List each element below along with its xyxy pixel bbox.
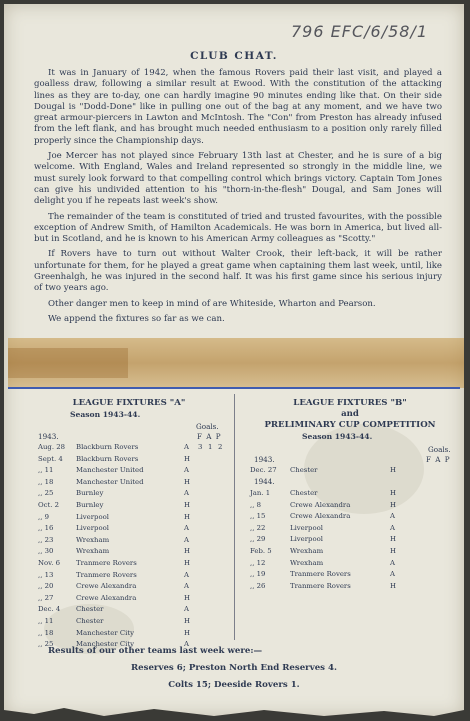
fixture-opponent: Chester xyxy=(76,605,104,614)
fixture-venue: H xyxy=(184,547,191,556)
fixture-opponent: Tranmere Rovers xyxy=(290,570,351,579)
blue-rule xyxy=(8,387,460,389)
fixture-venue: A xyxy=(184,489,189,498)
fixture-opponent: Crewe Alexandra xyxy=(76,593,137,602)
fixture-date: ,, 25 xyxy=(38,640,54,649)
fixture-venue: A xyxy=(390,558,395,567)
paragraph: The remainder of the team is constituted of tried and trusted favourites, with the possible exception of Andrew Smith, of Hamilton Academicals. He was born in America, but lived all-but in Scotland, and he is known to his American Army colleagues as "Scotty." xyxy=(34,211,442,245)
fixture-opponent: Manchester City xyxy=(76,640,134,649)
fixture-date: ,, 30 xyxy=(38,547,54,556)
fixtures-b-title: LEAGUE FIXTURES "B" xyxy=(293,398,407,408)
fixture-opponent: Crewe Alexandra xyxy=(76,582,137,591)
fixture-opponent: Blackburn Rovers xyxy=(76,443,139,451)
archive-reference: 796 EFC/6/58/1 xyxy=(291,22,428,41)
goals-columns: F A P xyxy=(197,432,221,441)
fixture-venue: A xyxy=(390,570,395,579)
goals-columns: F A P xyxy=(426,455,450,464)
fixture-date: ,, 23 xyxy=(38,535,54,544)
fixture-opponent: Wrexham xyxy=(290,558,324,567)
fixture-venue: A xyxy=(184,535,189,544)
year-label: 1943. xyxy=(254,455,275,464)
fixture-date: Aug. 28 xyxy=(38,443,65,451)
fixture-venue: H xyxy=(184,454,191,463)
fixture-venue: H xyxy=(184,628,191,637)
year-label: 1944. xyxy=(254,477,275,486)
fixture-opponent: Chester xyxy=(290,466,318,474)
fixture-date: Feb. 5 xyxy=(250,547,272,555)
fixture-venue: H xyxy=(390,500,397,509)
fixture-date: ,, 25 xyxy=(38,489,54,498)
fixture-date: ,, 15 xyxy=(250,512,266,521)
fixtures-a-season: Season 1943-44. xyxy=(70,410,141,419)
fixture-date: ,, 18 xyxy=(38,477,54,486)
programme-page xyxy=(4,4,464,716)
fixture-date: ,, 19 xyxy=(250,570,266,579)
fixture-opponent: Wrexham xyxy=(76,547,110,556)
fixture-venue: H xyxy=(184,512,191,521)
fixture-opponent: Tranmere Rovers xyxy=(76,570,137,579)
fixture-venue: A xyxy=(184,640,189,649)
fixture-opponent: Chester xyxy=(290,489,318,497)
fixture-date: Nov. 6 xyxy=(38,559,61,567)
fixture-venue: A xyxy=(184,570,189,579)
fixture-venue: H xyxy=(390,489,397,497)
fixture-venue: H xyxy=(390,581,397,590)
fixture-date: ,, 20 xyxy=(38,582,54,591)
points: 2 xyxy=(218,443,223,451)
fixtures-b-subtitle: PRELIMINARY CUP COMPETITION xyxy=(264,420,436,430)
fixture-venue: A xyxy=(184,605,189,614)
fixtures-a-title: LEAGUE FIXTURES "A" xyxy=(72,398,186,408)
fixture-date: ,, 27 xyxy=(38,593,54,602)
fixture-date: ,, 18 xyxy=(38,628,54,637)
article-body xyxy=(34,68,442,329)
fixture-date: ,, 13 xyxy=(38,570,54,579)
fixture-venue: H xyxy=(390,535,397,544)
fixture-date: ,, 11 xyxy=(38,466,54,475)
fixture-date: Sept. 4 xyxy=(38,454,63,463)
fixture-venue: H xyxy=(184,559,191,567)
fixture-date: ,, 12 xyxy=(250,558,266,567)
page-title: CLUB CHAT. xyxy=(190,50,278,62)
fixture-venue: A xyxy=(184,582,189,591)
fixture-opponent: Crewe Alexandra xyxy=(290,512,351,521)
fixture-opponent: Liverpool xyxy=(290,523,323,532)
fixture-opponent: Manchester City xyxy=(76,628,134,637)
result-colts: Colts 15; Deeside Rovers 1. xyxy=(168,680,300,690)
fixture-venue: H xyxy=(390,466,397,474)
fixture-opponent: Liverpool xyxy=(76,524,109,533)
goals-label: Goals. xyxy=(196,422,219,431)
goals-against: 1 xyxy=(208,443,213,451)
fixture-opponent: Burnley xyxy=(76,501,104,509)
goals-label: Goals. xyxy=(428,445,451,454)
fixture-opponent: Manchester United xyxy=(76,477,144,486)
fixture-date: ,, 22 xyxy=(250,523,266,532)
fixture-venue: A xyxy=(390,512,395,521)
fixture-venue: A xyxy=(184,443,189,451)
paragraph: If Rovers have to turn out without Walter Crook, their left-back, it will be rather unfortunate for them, for he played a great game when captaining them last week, until, like Greenhalgh, he was injured in the second half. It was his first game since his serious injury of two years ago. xyxy=(34,249,442,294)
fixture-opponent: Blackburn Rovers xyxy=(76,454,139,463)
fixture-opponent: Wrexham xyxy=(290,547,324,555)
year-label: 1943. xyxy=(38,432,59,441)
column-divider xyxy=(234,394,235,640)
fixture-date: Jan. 1 xyxy=(250,489,271,497)
fixture-venue: H xyxy=(184,501,191,509)
fixture-date: Dec. 27 xyxy=(250,466,277,474)
fixture-venue: A xyxy=(390,523,395,532)
fixture-venue: H xyxy=(184,593,191,602)
fixtures-b-season: Season 1943-44. xyxy=(302,432,373,441)
paragraph: It was in January of 1942, when the famous Rovers paid their last visit, and played a goalless draw, following a similar result at Ewood. With the constitution of the attacking lines as they are to-day, one can hardly imagine 90 minutes ending like that. On their side Dougal is "Dodd-Done" like in pulling one out of the bag at any moment, and we have two great armour-piercers in Lawton and McIntosh. The "Con" from Preston has already infused from the left flank, and has brought much needed enthusiasm to a position only rarely filled properly since the Championship days. xyxy=(34,68,442,146)
result-reserves: Reserves 6; Preston North End Reserves 4. xyxy=(131,663,337,673)
fixture-venue: H xyxy=(390,547,397,555)
fixture-opponent: Crewe Alexandra xyxy=(290,500,351,509)
fixture-venue: A xyxy=(184,524,189,533)
tape-stain xyxy=(8,348,128,378)
fixture-opponent: Liverpool xyxy=(76,512,109,521)
fixture-opponent: Manchester United xyxy=(76,466,144,475)
fixture-date: ,, 8 xyxy=(250,500,261,509)
fixture-venue: A xyxy=(184,466,189,475)
paragraph: We append the fixtures so far as we can. xyxy=(48,313,225,324)
fixture-opponent: Tranmere Rovers xyxy=(290,581,351,590)
fixture-opponent: Liverpool xyxy=(290,535,323,544)
fixture-date: ,, 9 xyxy=(38,512,49,521)
results-intro: Results of our other teams last week were:— xyxy=(48,646,263,656)
fixture-date: ,, 29 xyxy=(250,535,266,544)
fixture-date: ,, 16 xyxy=(38,524,54,533)
goals-for: 3 xyxy=(198,443,203,451)
fixture-venue: H xyxy=(184,617,191,625)
fixture-date: ,, 11 xyxy=(38,617,54,625)
fixture-venue: H xyxy=(184,477,191,486)
fixture-date: Dec. 4 xyxy=(38,605,61,614)
paragraph: Other danger men to keep in mind of are Whiteside, Wharton and Pearson. xyxy=(48,298,376,309)
fixture-date: Oct. 2 xyxy=(38,501,60,509)
fixture-opponent: Wrexham xyxy=(76,535,110,544)
paragraph: Joe Mercer has not played since February 13th last at Chester, and he is sure of a big welcome. With England, Wales and Ireland represented so strongly in the middle line, we must surely look forward to that compelling control which brings victory. Captain Tom Jones can give his undivided attention to his "thorn-in-the-flesh" Dougal, and Sam Jones will delight you if he repeats last week's show. xyxy=(34,151,442,207)
fixture-opponent: Tranmere Rovers xyxy=(76,559,137,567)
fixture-date: ,, 26 xyxy=(250,581,266,590)
fixture-opponent: Chester xyxy=(76,617,104,625)
fixtures-b-and: and xyxy=(341,409,359,419)
fixture-opponent: Burnley xyxy=(76,489,104,498)
